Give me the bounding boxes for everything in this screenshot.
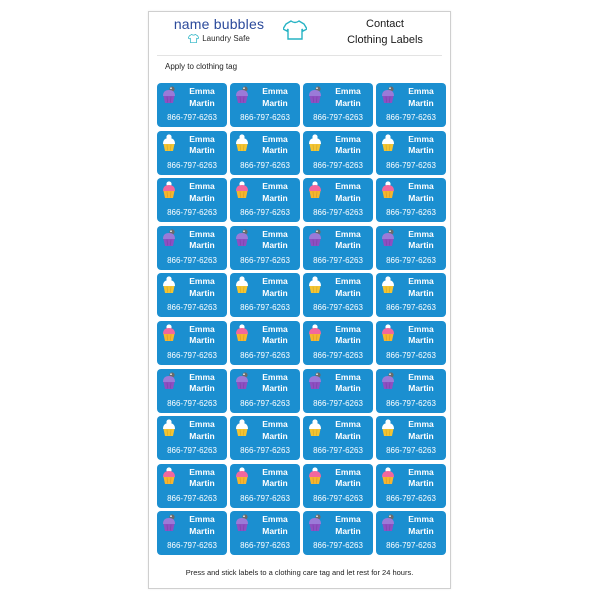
label-first-name: Emma <box>408 228 434 239</box>
label-name <box>250 372 300 395</box>
brand-tagline-text: Laundry Safe <box>202 34 250 43</box>
label-phone: 866-797-6263 <box>167 160 217 170</box>
label-last-name: Martin <box>189 430 215 441</box>
label-phone: 866-797-6263 <box>240 160 290 170</box>
label-name <box>396 467 446 490</box>
label-name <box>250 514 300 537</box>
white-cupcake-icon <box>235 134 249 157</box>
name-label <box>376 369 446 413</box>
label-name <box>177 324 227 347</box>
brand-name: name bubbles <box>173 16 265 32</box>
purple-cupcake-icon <box>162 372 176 395</box>
label-first-name: Emma <box>262 371 288 382</box>
label-first-name: Emma <box>408 514 434 525</box>
pink-cupcake-icon <box>308 181 322 204</box>
label-phone: 866-797-6263 <box>240 350 290 360</box>
pink-cupcake-icon <box>162 324 176 347</box>
label-phone: 866-797-6263 <box>313 255 363 265</box>
label-name <box>177 229 227 252</box>
label-first-name: Emma <box>335 181 361 192</box>
label-last-name: Martin <box>408 97 434 108</box>
name-label <box>303 464 373 508</box>
label-last-name: Martin <box>262 430 288 441</box>
label-phone: 866-797-6263 <box>313 303 363 313</box>
name-label <box>230 131 300 175</box>
label-last-name: Martin <box>262 335 288 346</box>
label-name <box>396 372 446 395</box>
name-label <box>376 416 446 460</box>
label-phone: 866-797-6263 <box>313 541 363 551</box>
label-name <box>250 181 300 204</box>
t-shirt-icon <box>283 20 307 40</box>
label-name <box>396 276 446 299</box>
purple-cupcake-icon <box>381 514 395 537</box>
label-last-name: Martin <box>335 192 361 203</box>
label-first-name: Emma <box>408 419 434 430</box>
label-last-name: Martin <box>262 97 288 108</box>
shirt-icon <box>188 34 199 43</box>
label-last-name: Martin <box>189 335 215 346</box>
label-phone: 866-797-6263 <box>386 398 436 408</box>
name-label <box>376 131 446 175</box>
sheet-title <box>335 16 435 48</box>
label-phone: 866-797-6263 <box>313 208 363 218</box>
label-first-name: Emma <box>262 419 288 430</box>
label-first-name: Emma <box>408 86 434 96</box>
name-label <box>303 369 373 413</box>
label-last-name: Martin <box>408 383 434 394</box>
purple-cupcake-icon <box>162 514 176 537</box>
label-name <box>250 134 300 157</box>
label-name <box>177 372 227 395</box>
label-sheet <box>148 11 451 589</box>
label-last-name: Martin <box>408 335 434 346</box>
label-last-name: Martin <box>262 240 288 251</box>
label-name <box>323 467 373 490</box>
label-first-name: Emma <box>262 86 288 96</box>
name-label <box>157 131 227 175</box>
label-phone: 866-797-6263 <box>386 350 436 360</box>
label-first-name: Emma <box>189 323 215 334</box>
label-phone: 866-797-6263 <box>240 541 290 551</box>
label-first-name: Emma <box>189 466 215 477</box>
pink-cupcake-icon <box>381 324 395 347</box>
instruction-text: Apply to clothing tag <box>165 62 238 71</box>
label-phone: 866-797-6263 <box>167 350 217 360</box>
label-name <box>323 276 373 299</box>
label-first-name: Emma <box>189 419 215 430</box>
label-phone: 866-797-6263 <box>167 208 217 218</box>
label-name <box>250 324 300 347</box>
name-label <box>303 83 373 127</box>
label-last-name: Martin <box>408 430 434 441</box>
label-first-name: Emma <box>262 133 288 144</box>
footer-note: Press and stick labels to a clothing care tag and let rest for 24 hours. <box>185 568 414 577</box>
label-name <box>323 181 373 204</box>
white-cupcake-icon <box>308 419 322 442</box>
name-label <box>230 464 300 508</box>
pink-cupcake-icon <box>235 467 249 490</box>
label-last-name: Martin <box>335 145 361 156</box>
purple-cupcake-icon <box>162 86 176 109</box>
pink-cupcake-icon <box>235 181 249 204</box>
purple-cupcake-icon <box>308 229 322 252</box>
name-label <box>157 369 227 413</box>
label-phone: 866-797-6263 <box>240 303 290 313</box>
label-name <box>323 372 373 395</box>
label-phone: 866-797-6263 <box>386 446 436 456</box>
label-last-name: Martin <box>408 287 434 298</box>
label-name <box>177 276 227 299</box>
name-label <box>376 321 446 365</box>
label-phone: 866-797-6263 <box>240 446 290 456</box>
label-name <box>396 134 446 157</box>
label-first-name: Emma <box>262 323 288 334</box>
name-label <box>157 178 227 222</box>
label-first-name: Emma <box>335 371 361 382</box>
label-last-name: Martin <box>408 192 434 203</box>
label-name <box>396 229 446 252</box>
label-first-name: Emma <box>408 133 434 144</box>
label-phone: 866-797-6263 <box>386 303 436 313</box>
label-name <box>323 419 373 442</box>
label-first-name: Emma <box>408 371 434 382</box>
label-last-name: Martin <box>335 525 361 536</box>
label-last-name: Martin <box>408 240 434 251</box>
label-last-name: Martin <box>262 525 288 536</box>
white-cupcake-icon <box>308 276 322 299</box>
label-phone: 866-797-6263 <box>240 113 290 122</box>
label-last-name: Martin <box>335 240 361 251</box>
label-phone: 866-797-6263 <box>240 208 290 218</box>
divider <box>157 55 442 56</box>
label-last-name: Martin <box>335 478 361 489</box>
label-phone: 866-797-6263 <box>386 493 436 503</box>
title-line-contact: Contact <box>366 18 404 30</box>
label-first-name: Emma <box>335 419 361 430</box>
label-first-name: Emma <box>335 276 361 287</box>
label-name <box>323 134 373 157</box>
label-name <box>250 467 300 490</box>
name-label <box>230 321 300 365</box>
label-first-name: Emma <box>262 276 288 287</box>
white-cupcake-icon <box>381 419 395 442</box>
name-label <box>230 511 300 555</box>
name-label <box>303 321 373 365</box>
pink-cupcake-icon <box>162 181 176 204</box>
label-phone: 866-797-6263 <box>240 255 290 265</box>
purple-cupcake-icon <box>308 514 322 537</box>
name-label <box>376 464 446 508</box>
label-phone: 866-797-6263 <box>386 113 436 122</box>
name-label <box>376 226 446 270</box>
label-name <box>250 419 300 442</box>
label-first-name: Emma <box>335 228 361 239</box>
label-first-name: Emma <box>408 466 434 477</box>
label-phone: 866-797-6263 <box>313 493 363 503</box>
label-first-name: Emma <box>262 228 288 239</box>
label-name <box>396 181 446 204</box>
name-label <box>230 226 300 270</box>
label-phone: 866-797-6263 <box>313 350 363 360</box>
label-first-name: Emma <box>335 466 361 477</box>
name-label <box>157 416 227 460</box>
brand-tagline <box>169 34 269 43</box>
name-label <box>230 83 300 127</box>
label-last-name: Martin <box>189 145 215 156</box>
name-label <box>303 273 373 317</box>
label-last-name: Martin <box>262 383 288 394</box>
label-phone: 866-797-6263 <box>240 493 290 503</box>
label-name <box>396 324 446 347</box>
label-name <box>323 514 373 537</box>
label-first-name: Emma <box>189 514 215 525</box>
pink-cupcake-icon <box>381 467 395 490</box>
name-label <box>303 416 373 460</box>
label-phone: 866-797-6263 <box>167 398 217 408</box>
label-last-name: Martin <box>335 287 361 298</box>
white-cupcake-icon <box>162 419 176 442</box>
label-name <box>396 419 446 442</box>
label-first-name: Emma <box>408 323 434 334</box>
label-phone: 866-797-6263 <box>240 398 290 408</box>
name-label <box>303 131 373 175</box>
label-name <box>250 276 300 299</box>
white-cupcake-icon <box>162 276 176 299</box>
brand-logo <box>169 16 269 43</box>
name-label <box>157 464 227 508</box>
label-phone: 866-797-6263 <box>167 493 217 503</box>
label-first-name: Emma <box>335 514 361 525</box>
title-line-clothing-labels: Clothing Labels <box>347 34 423 46</box>
label-first-name: Emma <box>335 133 361 144</box>
label-phone: 866-797-6263 <box>167 541 217 551</box>
label-name <box>177 419 227 442</box>
label-last-name: Martin <box>189 192 215 203</box>
label-first-name: Emma <box>262 181 288 192</box>
pink-cupcake-icon <box>308 467 322 490</box>
label-first-name: Emma <box>189 371 215 382</box>
pink-cupcake-icon <box>162 467 176 490</box>
white-cupcake-icon <box>308 134 322 157</box>
white-cupcake-icon <box>235 419 249 442</box>
label-phone: 866-797-6263 <box>167 113 217 122</box>
white-cupcake-icon <box>381 276 395 299</box>
label-phone: 866-797-6263 <box>167 303 217 313</box>
label-phone: 866-797-6263 <box>386 160 436 170</box>
label-last-name: Martin <box>189 478 215 489</box>
label-phone: 866-797-6263 <box>386 541 436 551</box>
label-first-name: Emma <box>262 514 288 525</box>
label-phone: 866-797-6263 <box>386 208 436 218</box>
pink-cupcake-icon <box>381 181 395 204</box>
name-label <box>230 369 300 413</box>
label-phone: 866-797-6263 <box>313 113 363 122</box>
label-last-name: Martin <box>335 430 361 441</box>
label-name <box>323 86 373 109</box>
pink-cupcake-icon <box>308 324 322 347</box>
name-label <box>157 83 227 127</box>
label-name <box>177 134 227 157</box>
label-name <box>250 229 300 252</box>
name-label <box>303 178 373 222</box>
purple-cupcake-icon <box>235 372 249 395</box>
name-label <box>157 321 227 365</box>
label-first-name: Emma <box>335 323 361 334</box>
name-label <box>303 226 373 270</box>
purple-cupcake-icon <box>381 86 395 109</box>
label-last-name: Martin <box>262 287 288 298</box>
purple-cupcake-icon <box>381 229 395 252</box>
label-name <box>177 467 227 490</box>
name-label <box>376 273 446 317</box>
label-last-name: Martin <box>408 525 434 536</box>
white-cupcake-icon <box>381 134 395 157</box>
label-name <box>323 229 373 252</box>
label-last-name: Martin <box>189 240 215 251</box>
name-label <box>157 226 227 270</box>
label-last-name: Martin <box>262 192 288 203</box>
label-first-name: Emma <box>262 466 288 477</box>
label-name <box>177 514 227 537</box>
label-first-name: Emma <box>408 276 434 287</box>
label-last-name: Martin <box>189 287 215 298</box>
label-phone: 866-797-6263 <box>167 255 217 265</box>
label-name <box>396 86 446 109</box>
label-phone: 866-797-6263 <box>167 446 217 456</box>
purple-cupcake-icon <box>235 229 249 252</box>
name-label <box>230 178 300 222</box>
label-grid <box>157 83 445 558</box>
white-cupcake-icon <box>235 276 249 299</box>
label-last-name: Martin <box>335 383 361 394</box>
label-last-name: Martin <box>408 145 434 156</box>
name-label <box>303 511 373 555</box>
label-first-name: Emma <box>335 86 361 96</box>
name-label <box>157 511 227 555</box>
name-label <box>230 416 300 460</box>
purple-cupcake-icon <box>162 229 176 252</box>
purple-cupcake-icon <box>235 514 249 537</box>
name-label <box>376 511 446 555</box>
label-last-name: Martin <box>262 478 288 489</box>
purple-cupcake-icon <box>308 372 322 395</box>
label-phone: 866-797-6263 <box>313 160 363 170</box>
label-last-name: Martin <box>335 97 361 108</box>
name-label <box>157 273 227 317</box>
name-label <box>376 83 446 127</box>
label-first-name: Emma <box>189 86 215 96</box>
label-first-name: Emma <box>408 181 434 192</box>
label-phone: 866-797-6263 <box>386 255 436 265</box>
label-first-name: Emma <box>189 276 215 287</box>
label-first-name: Emma <box>189 228 215 239</box>
label-name <box>250 86 300 109</box>
label-last-name: Martin <box>335 335 361 346</box>
label-last-name: Martin <box>262 145 288 156</box>
label-last-name: Martin <box>408 478 434 489</box>
label-phone: 866-797-6263 <box>313 398 363 408</box>
label-last-name: Martin <box>189 525 215 536</box>
purple-cupcake-icon <box>235 86 249 109</box>
label-last-name: Martin <box>189 97 215 108</box>
purple-cupcake-icon <box>381 372 395 395</box>
label-name <box>177 86 227 109</box>
name-label <box>230 273 300 317</box>
label-first-name: Emma <box>189 133 215 144</box>
label-last-name: Martin <box>189 383 215 394</box>
name-label <box>376 178 446 222</box>
label-first-name: Emma <box>189 181 215 192</box>
pink-cupcake-icon <box>235 324 249 347</box>
label-name <box>323 324 373 347</box>
label-phone: 866-797-6263 <box>313 446 363 456</box>
label-name <box>177 181 227 204</box>
label-name <box>396 514 446 537</box>
purple-cupcake-icon <box>308 86 322 109</box>
white-cupcake-icon <box>162 134 176 157</box>
